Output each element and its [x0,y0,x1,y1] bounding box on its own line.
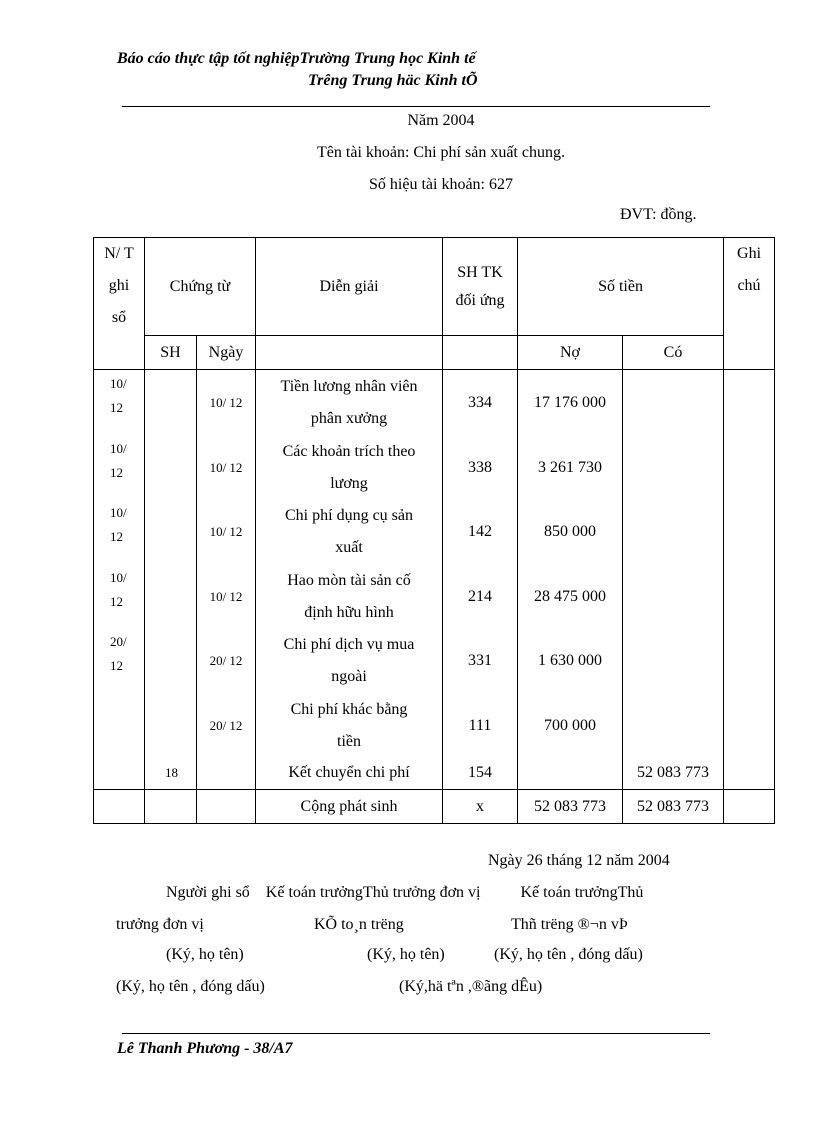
header-divider [122,106,710,107]
header-ngay: Ngày [197,336,256,370]
total-tk: x [443,790,518,824]
col-no: 17 176 000 3 261 730 850 000 28 475 000 1 630 000 700 000 [518,370,623,790]
total-label: Cộng phát sinh [256,790,443,824]
col-co: 52 083 773 [623,370,724,790]
col-sh [145,370,197,790]
total-no: 52 083 773 [518,790,623,824]
ledger-table [93,237,775,824]
col-ngay: 10/ 12 10/ 12 10/ 12 10/ 12 20/ 12 20/ 12 [197,370,256,790]
header-no: Nợ [518,336,623,370]
year-title: Năm 2004 [407,112,475,129]
header-chung-tu: Chứng từ [145,238,256,336]
header-ghi-chu: Ghi chú [724,238,775,370]
signature-line-2b: KÕ to¸n trëng [314,916,404,933]
account-number: Số hiệu tài khoản: 627 [369,176,513,193]
footer-author: Lê Thanh Phương - 38/A7 [117,1040,293,1057]
signature-line-1: Người ghi sổ Kế toán trưởngThủ trưởng đơn vị Kế toán trưởngThủ [166,884,644,901]
signature-line-2a: trưởng đơn vị [116,916,204,933]
footer-divider [122,1033,710,1034]
signature-line-3c: (Ký, họ tên , đóng dấu) [494,946,643,963]
header-so-tien: Số tiền [518,238,724,336]
header-co: Có [623,336,724,370]
col-shtk: 334 338 142 214 331 111 154 [443,370,518,790]
col-ghi-chu [724,370,775,790]
header-shtk: SH TK đối ứng [443,238,518,336]
header-nt: N/ T ghi sổ [94,238,145,370]
signature-date: Ngày 26 tháng 12 năm 2004 [488,852,670,869]
signature-line-4b: (Ký,hä tªn ,®ãng dÊu) [399,978,543,995]
unit-label: ĐVT: đồng. [620,206,697,223]
report-header-line1: Báo cáo thực tập tốt nghiệpTrường Trung học Kinh tế [117,50,476,67]
header-dien-giai: Diễn giải [256,238,443,336]
col-nt: 10/ 12 10/ 12 10/ 12 10/ 12 20/ 12 [94,370,145,790]
signature-line-3b: (Ký, họ tên) [367,946,445,963]
total-co: 52 083 773 [623,790,724,824]
header-sh: SH [145,336,197,370]
col-dien-giai: Tiền lương nhân viên phân xưởng Các khoản trích theo lương Chi phí dụng cụ sản xuất Hao mòn tài sản cố định hữu hình Chi phí dịch vụ mua ngoài Chi phí khác bằng tiền Kết chuyển chi phí [256,370,443,790]
table-row-sh: 18 [165,765,178,780]
total-row [94,790,775,824]
account-name: Tên tài khoản: Chi phí sản xuất chung. [317,144,565,161]
signature-line-2c: Thñ trëng ®¬n vÞ [511,916,628,933]
signature-line-3a: (Ký, họ tên) [166,946,244,963]
signature-line-4a: (Ký, họ tên , đóng dấu) [116,978,265,995]
report-header-line2: Trêng Trung häc Kinh tÕ [308,72,478,89]
